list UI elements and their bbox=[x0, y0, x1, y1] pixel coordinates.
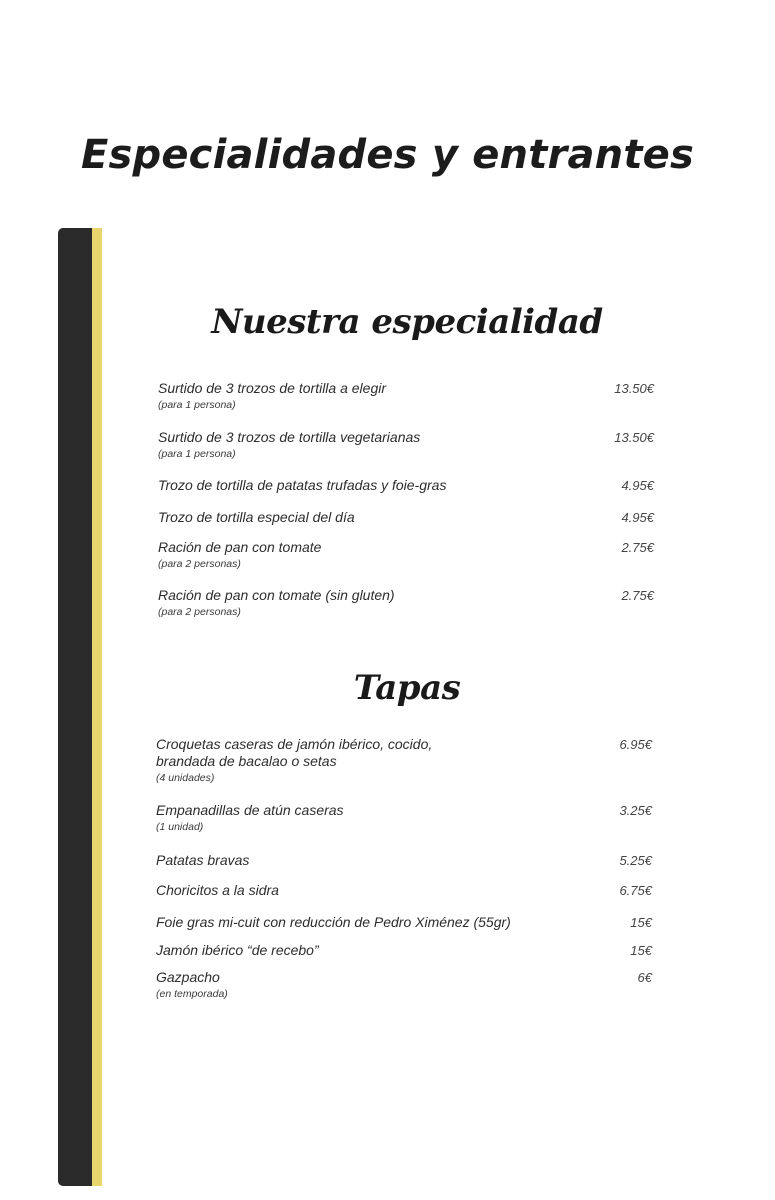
menu-item-price: 5.25€ bbox=[619, 853, 652, 868]
menu-item-name: Empanadillas de atún caseras bbox=[156, 802, 344, 818]
menu-side-bar-yellow bbox=[92, 228, 102, 1186]
page-title: Especialidades y entrantes bbox=[80, 132, 695, 178]
menu-item-name: Surtido de 3 trozos de tortilla a elegir bbox=[158, 380, 387, 396]
menu-item-price: 4.95€ bbox=[621, 510, 654, 525]
menu-item bbox=[156, 969, 652, 1000]
menu-item-name: Ración de pan con tomate (sin gluten) bbox=[158, 587, 395, 603]
menu-item bbox=[158, 380, 654, 411]
menu-item-note: (en temporada) bbox=[156, 988, 228, 1000]
menu-item-price: 15€ bbox=[630, 915, 652, 930]
menu-side-bar-dark bbox=[58, 228, 92, 1186]
menu-item-name: Ración de pan con tomate bbox=[158, 539, 322, 555]
menu-item bbox=[156, 736, 652, 784]
menu-item-price: 6.95€ bbox=[619, 737, 652, 752]
menu-item-note: (4 unidades) bbox=[156, 772, 215, 784]
menu-item-name: Jamón ibérico “de recebo” bbox=[156, 942, 319, 958]
menu-item-price: 6€ bbox=[637, 970, 652, 985]
menu-item-price: 13.50€ bbox=[614, 430, 654, 445]
menu-item bbox=[156, 802, 652, 833]
menu-item-price: 6.75€ bbox=[619, 883, 652, 898]
menu-item-price: 13.50€ bbox=[614, 381, 654, 396]
menu-item-name: Patatas bravas bbox=[156, 852, 250, 868]
menu-item bbox=[156, 852, 652, 869]
menu-item bbox=[158, 429, 654, 460]
menu-item-note: (para 2 personas) bbox=[158, 558, 241, 570]
menu-item-name: Trozo de tortilla especial del día bbox=[158, 509, 355, 525]
menu-item bbox=[156, 942, 652, 959]
section-title-tapas: Tapas bbox=[353, 668, 461, 708]
menu-item-name: Croquetas caseras de jamón ibérico, cocido, brandada de bacalao o setas bbox=[156, 736, 433, 769]
menu-item-note: (para 1 persona) bbox=[158, 399, 236, 411]
menu-item-name: Surtido de 3 trozos de tortilla vegetarianas bbox=[158, 429, 421, 445]
menu-item-price: 15€ bbox=[630, 943, 652, 958]
section-title-especialidad: Nuestra especialidad bbox=[211, 302, 603, 342]
menu-item bbox=[158, 509, 654, 526]
menu-item bbox=[156, 914, 652, 931]
menu-item-price: 3.25€ bbox=[619, 803, 652, 818]
menu-item bbox=[158, 587, 654, 618]
menu-item-price: 2.75€ bbox=[621, 588, 654, 603]
menu-item-note: (1 unidad) bbox=[156, 821, 204, 833]
menu-item-name: Trozo de tortilla de patatas trufadas y foie-gras bbox=[158, 477, 447, 493]
menu-item-name: Gazpacho bbox=[156, 969, 220, 985]
menu-item bbox=[156, 882, 652, 899]
menu-item-note: (para 1 persona) bbox=[158, 448, 236, 460]
menu-item-price: 2.75€ bbox=[621, 540, 654, 555]
menu-item-name: Choricitos a la sidra bbox=[156, 882, 279, 898]
menu-item-price: 4.95€ bbox=[621, 478, 654, 493]
menu-item bbox=[158, 539, 654, 570]
menu-card bbox=[58, 228, 723, 1188]
menu-item bbox=[158, 477, 654, 494]
menu-item-name: Foie gras mi-cuit con reducción de Pedro Ximénez (55gr) bbox=[156, 914, 511, 930]
menu-item-note: (para 2 personas) bbox=[158, 606, 241, 618]
